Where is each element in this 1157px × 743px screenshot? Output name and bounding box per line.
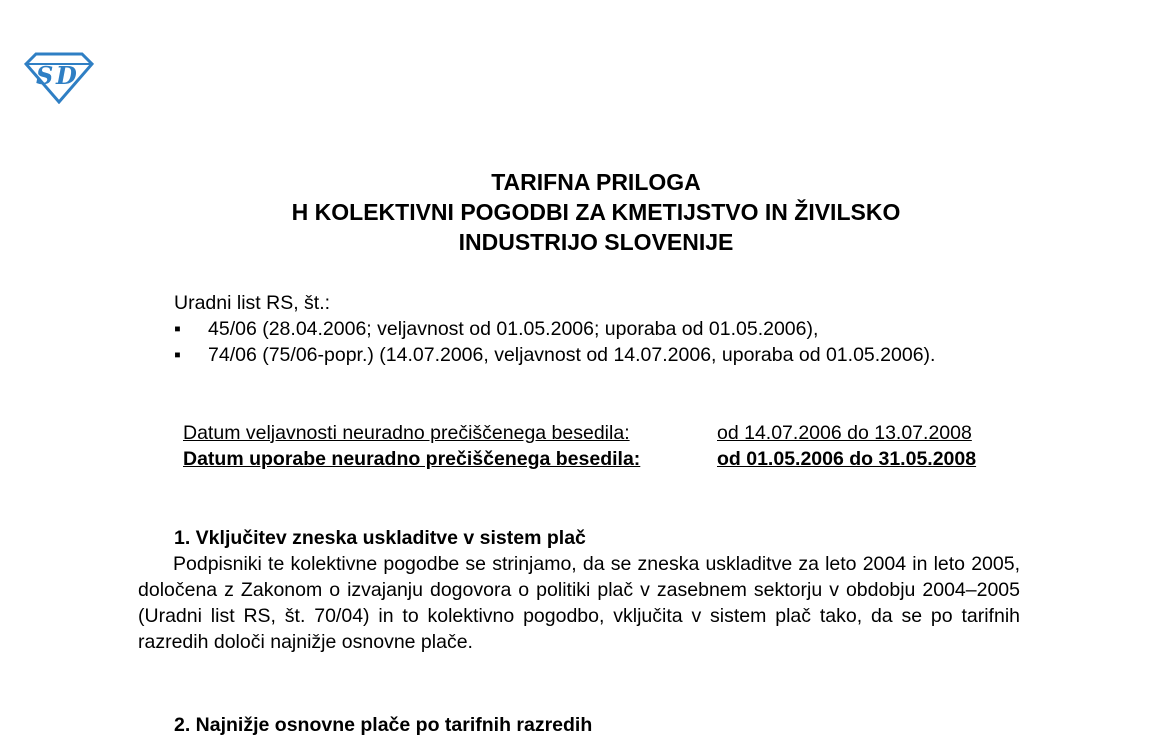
validity-row (183, 420, 976, 446)
use-label: Datum uporabe neuradno prečiščenega besedila: (183, 448, 641, 470)
title-line-2: H KOLEKTIVNI POGODBI ZA KMETIJSTVO IN ŽIVILSKO (291, 199, 901, 225)
title-line-1: TARIFNA PRILOGA (491, 169, 701, 195)
section-1-text: Podpisniki te kolektivne pogodbe se strinjamo, da se zneska uskladitve za leto 2004 in leto 2005, določena z Zakonom o izvajanju dogovora o politiki plač v zasebnem sektorju v obdobju 2004–2005 (Uradni list RS, št. 70/04) in to kolektivno pogodbo, vključita v sistem plač tako, da se po tarifnih razredih določi najnižje osnovne plače. (138, 553, 1020, 653)
validity-value: od 14.07.2006 do 13.07.2008 (717, 422, 972, 444)
bullet-icon: ▪ (174, 344, 181, 366)
svg-text:S: S (36, 61, 54, 90)
gazette-item-1 (138, 316, 1020, 342)
section-1-heading: 1. Vključitev zneska uskladitve v sistem plač (174, 527, 586, 549)
dates-block (183, 420, 976, 472)
document-title (140, 167, 1052, 257)
gazette-item-1-text: 45/06 (28.04.2006; veljavnost od 01.05.2006; uporaba od 01.05.2006), (208, 318, 819, 340)
section-1 (138, 525, 1020, 655)
gazette-item-2-text: 74/06 (75/06-popr.) (14.07.2006, veljavnost od 14.07.2006, uporaba od 01.05.2006). (208, 344, 936, 366)
section-2 (138, 712, 1020, 738)
section-2-heading: 2. Najnižje osnovne plače po tarifnih razredih (174, 714, 593, 736)
gazette-label: Uradni list RS, št.: (174, 292, 331, 314)
gazette-block (138, 290, 1020, 368)
use-value: od 01.05.2006 do 31.05.2008 (717, 448, 977, 470)
validity-label: Datum veljavnosti neuradno prečiščenega besedila: (183, 422, 630, 444)
use-row (183, 446, 976, 472)
svg-text:D: D (56, 61, 77, 90)
title-line-3: INDUSTRIJO SLOVENIJE (458, 229, 734, 255)
gazette-item-2 (138, 342, 1020, 368)
bullet-icon: ▪ (174, 318, 181, 340)
sd-union-logo-icon (22, 50, 96, 104)
